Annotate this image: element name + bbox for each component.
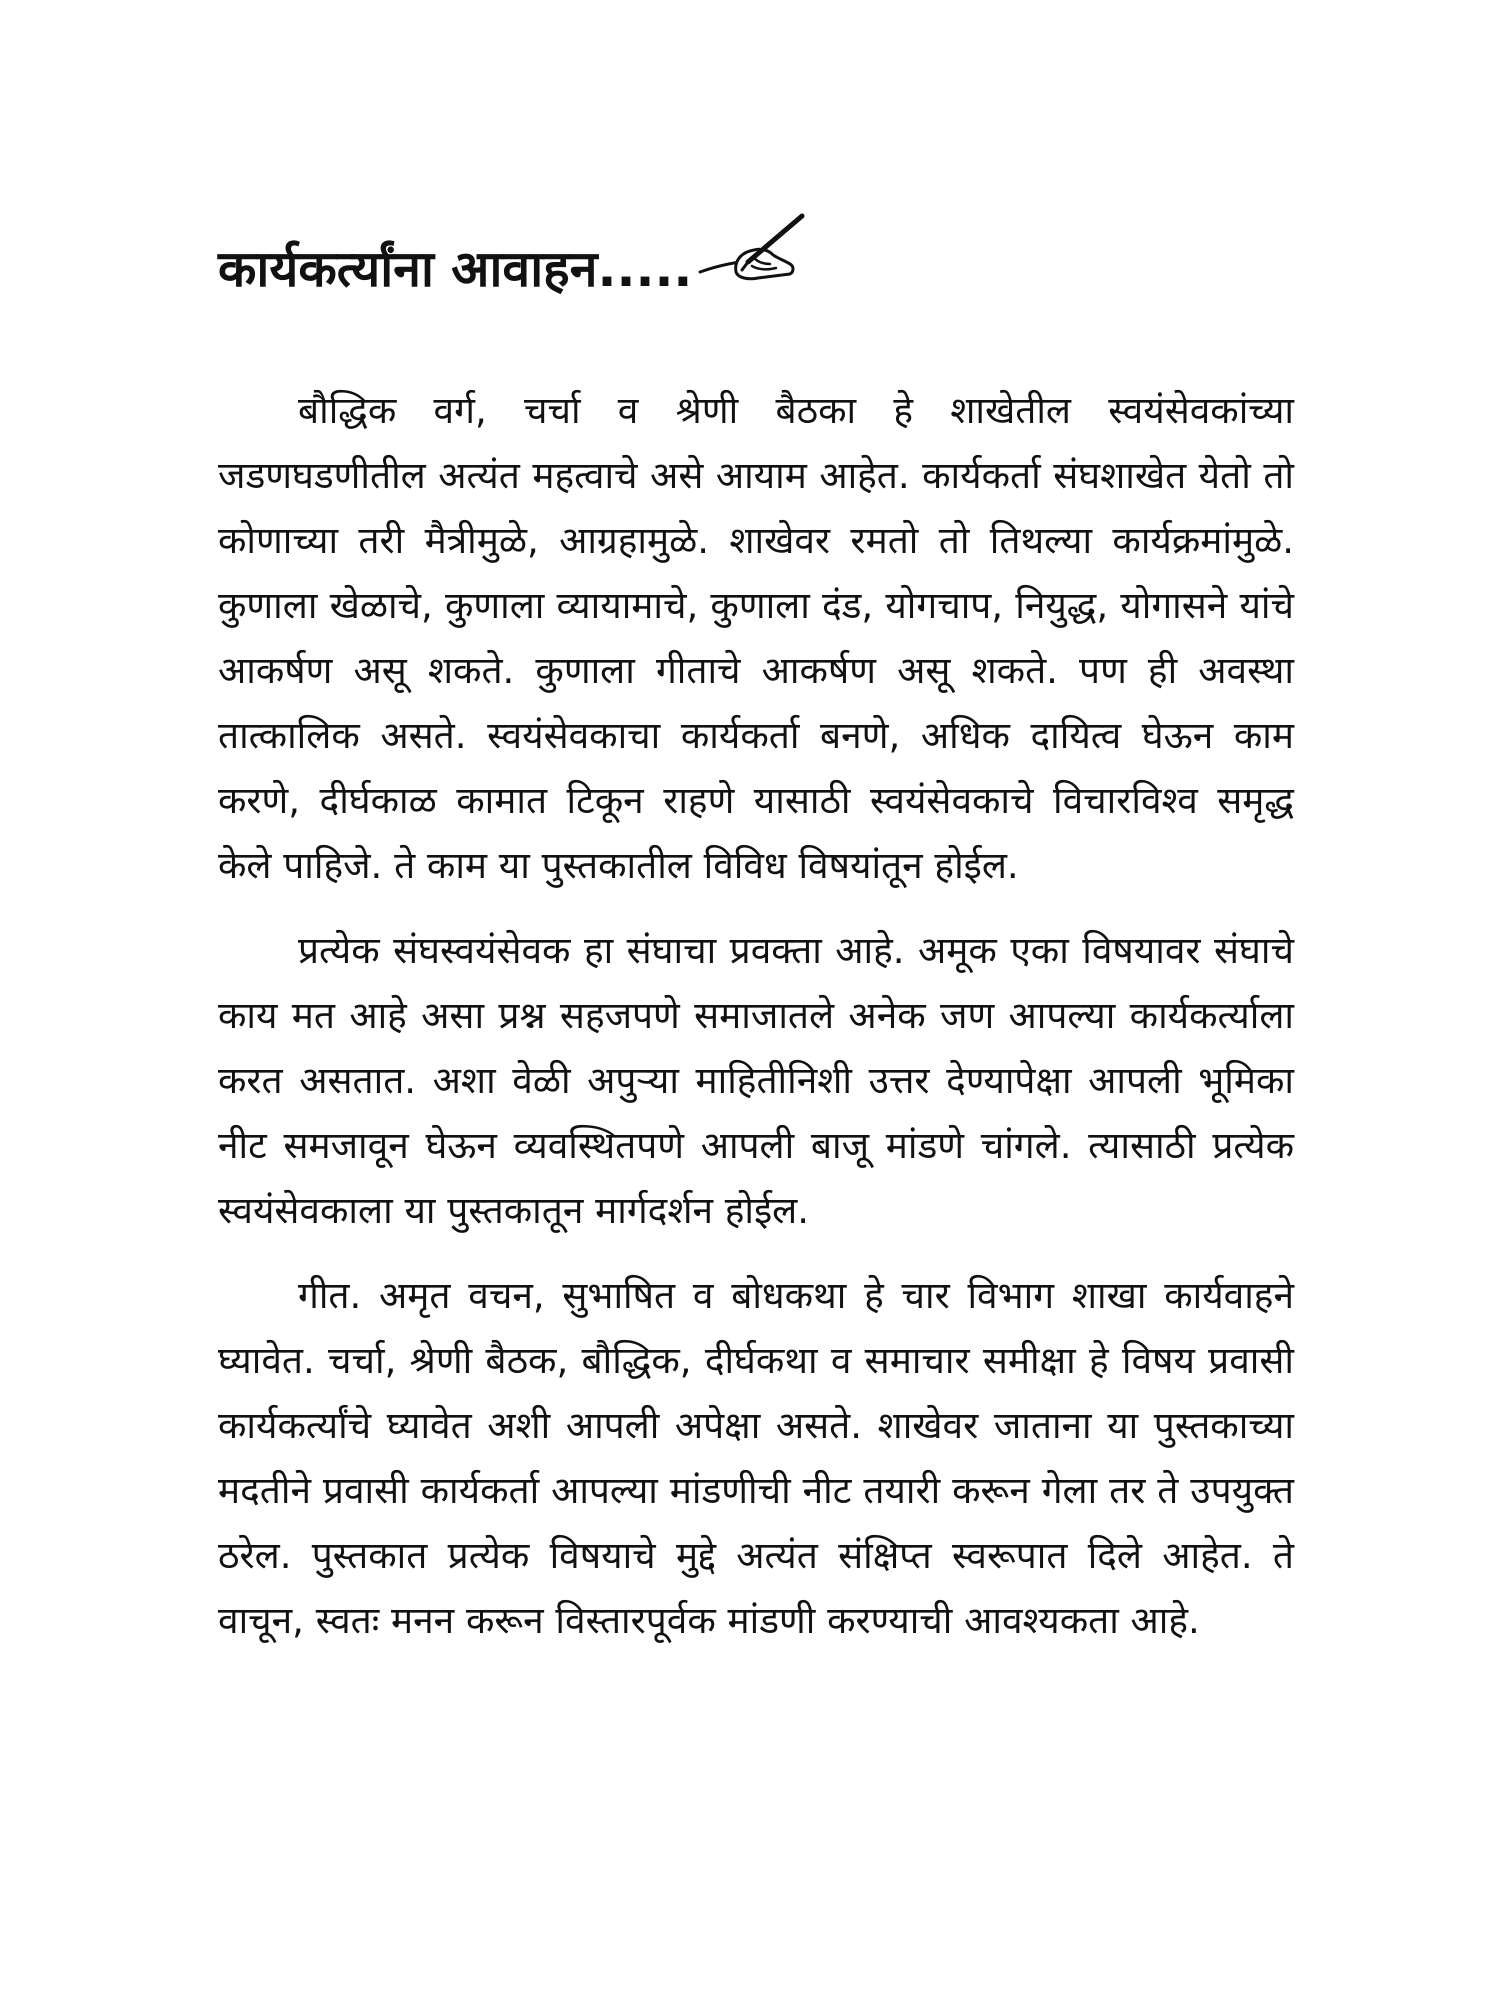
page-title: कार्यकर्त्यांना आवाहन.....: [218, 240, 693, 298]
paragraph-3: गीत. अमृत वचन, सुभाषित व बोधकथा हे चार विभाग शाखा कार्यवाहने घ्यावेत. चर्चा, श्रेणी बैठक, बौद्धिक, दीर्घकथा व समाचार समीक्षा हे विषय प्रवासी कार्यकर्त्यांचे घ्यावेत अशी आपली अपेक्षा असते. शाखेवर जाताना या पुस्तकाच्या मदतीने प्रवासी कार्यकर्ता आपल्या मांडणीची नीट तयारी करून गेला तर ते उपयुक्त ठरेल. पुस्तकात प्रत्येक विषयाचे मुद्दे अत्यंत संक्षिप्त स्वरूपात दिले आहेत. ते वाचून, स्वतः मनन करून विस्तारपूर्वक मांडणी करण्याची आवश्यकता आहे.: [218, 1274, 1294, 1642]
body-text: [218, 378, 1294, 1673]
title-row: [218, 210, 808, 298]
paragraph-1: बौद्धिक वर्ग, चर्चा व श्रेणी बैठका हे शाखेतील स्वयंसेवकांच्या जडणघडणीतील अत्यंत महत्वाचे असे आयाम आहेत. कार्यकर्ता संघशाखेत येतो तो कोणाच्या तरी मैत्रीमुळे, आग्रहामुळे. शाखेवर रमतो तो तिथल्या कार्यक्रमांमुळे. कुणाला खेळाचे, कुणाला व्यायामाचे, कुणाला दंड, योगचाप, नियुद्ध, योगासने यांचे आकर्षण असू शकते. कुणाला गीताचे आकर्षण असू शकते. पण ही अवस्था तात्कालिक असते. स्वयंसेवकाचा कार्यकर्ता बनणे, अधिक दायित्व घेऊन काम करणे, दीर्घकाळ कामात टिकून राहणे यासाठी स्वयंसेवकाचे विचारविश्व समृद्ध केले पाहिजे. ते काम या पुस्तकातील विविध विषयांतून होईल.: [218, 389, 1294, 887]
paragraph-2: प्रत्येक संघस्वयंसेवक हा संघाचा प्रवक्ता आहे. अमूक एका विषयावर संघाचे काय मत आहे असा प्रश्न सहजपणे समाजातले अनेक जण आपल्या कार्यकर्त्याला करत असतात. अशा वेळी अपुऱ्या माहितीनिशी उत्तर देण्यापेक्षा आपली भूमिका नीट समजावून घेऊन व्यवस्थितपणे आपली बाजू मांडणे चांगले. त्यासाठी प्रत्येक स्वयंसेवकाला या पुस्तकातून मार्गदर्शन होईल.: [218, 929, 1294, 1232]
pen-icon: [698, 210, 808, 290]
